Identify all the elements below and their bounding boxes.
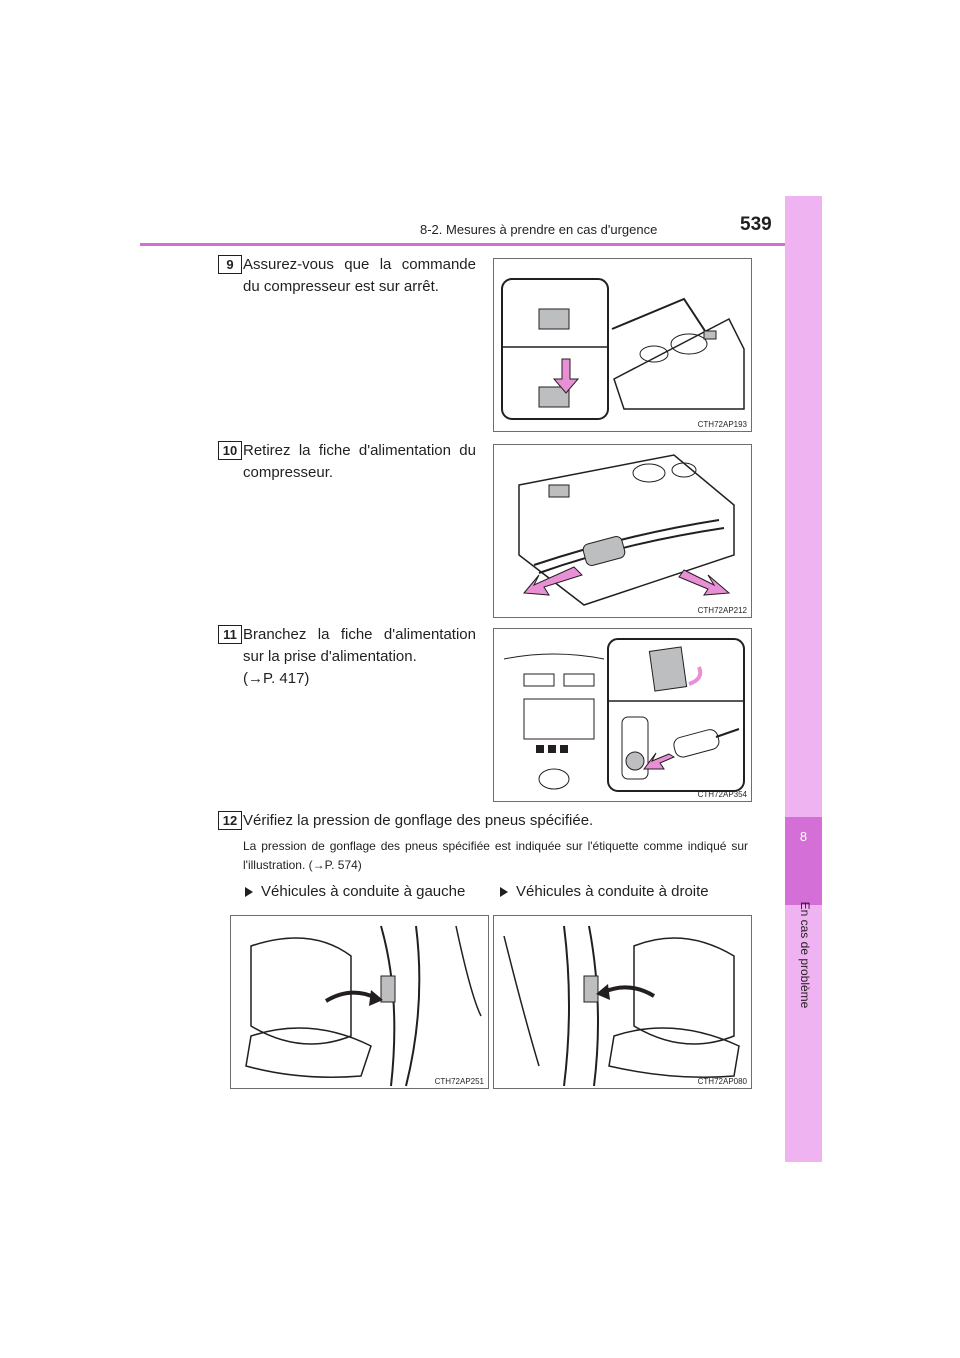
step-text: Retirez la fiche d'alimentation du compresseur. [243,442,476,481]
step-text: Vérifiez la pression de gonflage des pneus spécifiée. [243,812,594,829]
variant-heading-right [500,883,709,900]
variant-heading-left [245,883,465,900]
triangle-bullet-icon [500,887,508,897]
variant-label: Véhicules à conduite à gauche [261,883,466,900]
compressor-plug-figure [493,444,752,618]
note-text: La pression de gonflage des pneus spécifiée est indiquée sur l'étiquette comme indiqué sur l'illustration. (→P. 574) [243,839,748,872]
header-divider [140,243,822,246]
section-title: 8-2. Mesures à prendre en cas d'urgence [420,222,658,237]
figure-label: CTH72AP080 [697,1077,747,1086]
chapter-number: 8 [799,829,808,844]
rhd-label-figure [493,915,752,1089]
triangle-bullet-icon [245,887,253,897]
chapter-title: En cas de problème [798,901,812,1009]
variant-label: Véhicules à conduite à droite [516,883,709,900]
figure-label: CTH72AP251 [434,1077,484,1086]
figure-label: CTH72AP212 [697,606,747,615]
step-number: 11 [218,625,242,644]
step-number: 9 [218,255,242,274]
step-number: 10 [218,441,242,460]
page-reference: (→P. 417) [243,670,310,687]
lhd-label-figure [230,915,489,1089]
power-outlet-figure [493,628,752,802]
chapter-side-tab [785,196,822,1162]
step-text: Branchez la fiche d'alimentation sur la prise d'alimentation. [243,626,476,665]
figure-label: CTH72AP193 [697,420,747,429]
step-text: Assurez-vous que la commande du compresseur est sur arrêt. [243,256,476,295]
compressor-switch-figure [493,258,752,432]
page-number: 539 [740,214,772,235]
step-number: 12 [218,811,242,830]
figure-label: CTH72AP354 [697,790,747,799]
